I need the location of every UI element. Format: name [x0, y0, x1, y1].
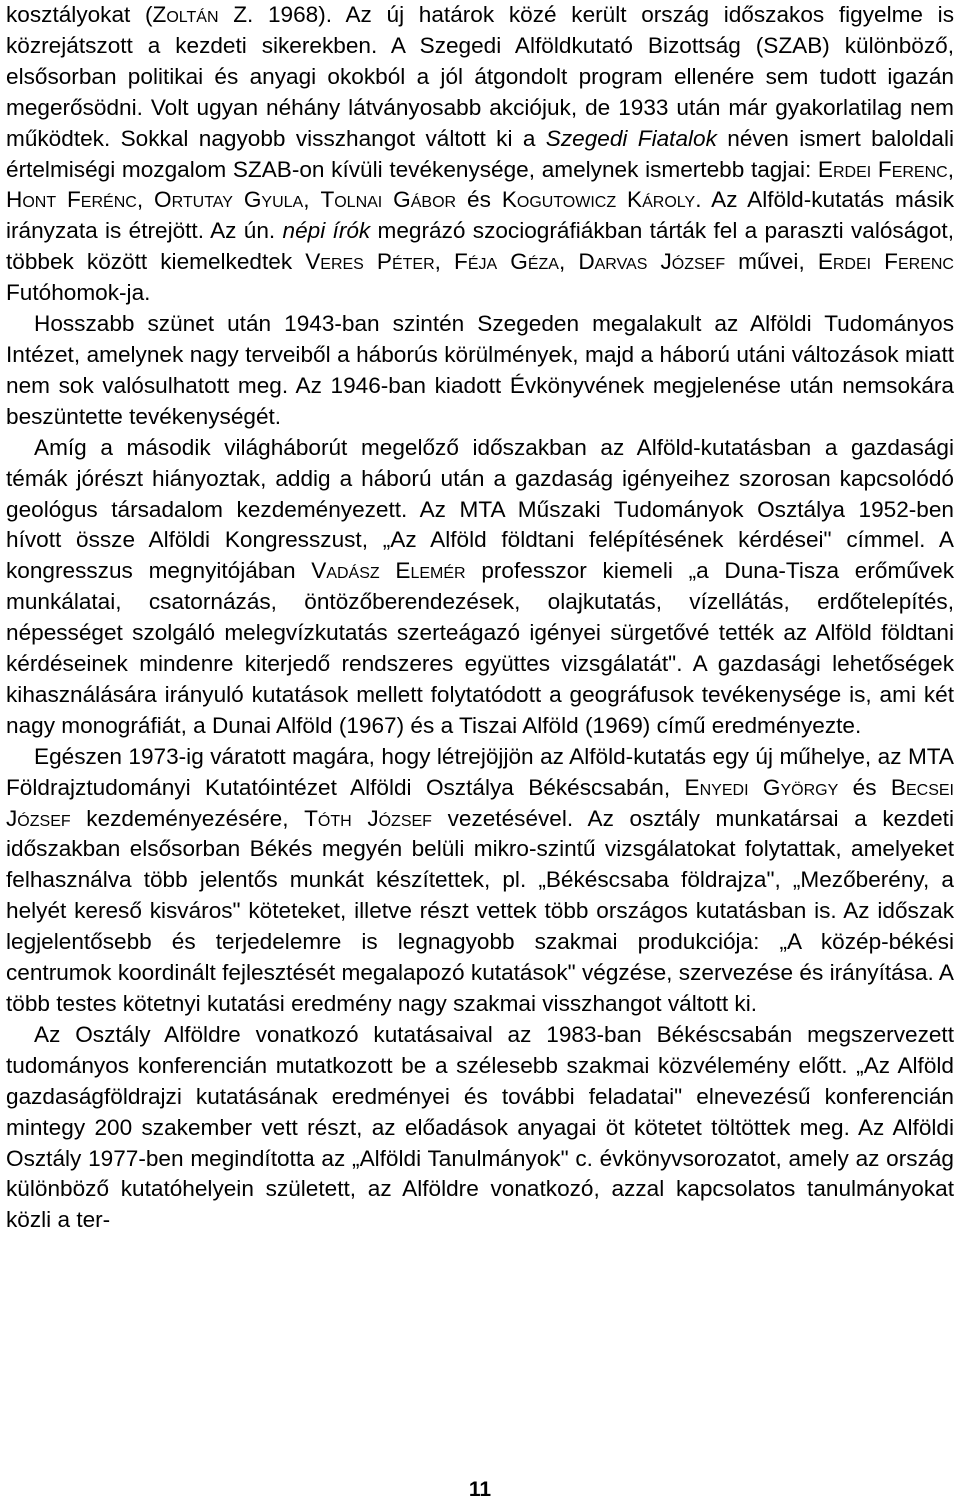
- text-run: ,: [947, 156, 954, 182]
- text-run: kosztályokat (: [6, 2, 153, 27]
- emphasized-term: Szegedi Fiatalok: [545, 125, 717, 151]
- paragraph-4: [6, 742, 954, 1020]
- text-run: Egészen 1973-ig váratott magára, hogy létrejöjjön az Alföld-kutatás egy új műhelye, az MTA Földrajztudományi Kutatóintézet Alföldi Osztálya Békéscsabán,: [6, 743, 954, 800]
- page-number: 11: [468, 1478, 492, 1501]
- text-run: ,: [136, 187, 155, 213]
- paragraph-1: [6, 0, 954, 309]
- text-run: Hosszabb szünet után 1943-ban szintén Szegeden megalakult az Alföldi Tudományos Intézet, amelynek nagy terveiből a háborús körülmények, majd a háború utáni változások miatt nem sok valósulhatott meg. Az 1946-ban kiadott Évkönyvének megjelenése után nemsokára beszüntette tevékenységét.: [6, 311, 954, 429]
- author-name: Kogutowicz Károly: [501, 187, 696, 213]
- text-run: ,: [303, 187, 321, 213]
- author-name: Tolnai Gábor: [320, 187, 457, 213]
- text-run: vezetésével. Az osztály munkatársai a kezdeti időszakban elsősorban Békés megyén belüli mikro-szintű vizsgálatokat folytattak, amelyeket felhasználva több jelentős munkát készítettek, pl. „Békéscsaba földrajza", „Mezőberény, a helyét kereső kisváros" köteteket, illetve részt vettek több országos kutatásban is. Az időszak legjelentősebb és terjedelemre is legnagyobb szakmai produkciója: „A közép-békési centrumok koordinált fejlesztését megalapozó kutatások" végzése, szervezése és irányítása. A több testes kötetnyi kutatási eredmény nagy szakmai visszhangot váltott ki.: [6, 805, 954, 1016]
- emphasized-term: népi írók: [282, 218, 371, 244]
- paragraph-2: [6, 309, 954, 433]
- document-page: [6, 0, 954, 1236]
- author-name: Féja Géza: [454, 249, 559, 275]
- author-name: Hont Ferénc: [6, 187, 137, 213]
- text-run: és: [838, 774, 891, 800]
- text-run: ,: [558, 249, 579, 275]
- text-run: néven ismert baloldali értelmiségi mozgalom SZAB-on kívüli tevékenysége, amelynek ismertebb tagjai:: [6, 125, 954, 182]
- author-name: Darvas József: [578, 249, 726, 275]
- text-run: Futóhomok-ja.: [6, 280, 151, 306]
- paragraph-3: [6, 433, 954, 742]
- author-name: Becsei József: [6, 774, 954, 831]
- text-run: Amíg a második világháborút megelőző időszakban az Alföld-kutatásban a gazdasági témák jórészt hiányoztak, addig a háború után a gazdaság igényeihez szorosan kapcsolódó geológus társadalom kezdeményezett. Az MTA Műszaki Tudományok Osztálya 1952-ben hívott össze Alföldi Kongresszust, „Az Alföld földtani felépítésének kérdései" címmel. A kongresszus megnyitójában: [6, 434, 954, 584]
- text-run: professzor kiemeli „a Duna-Tisza erőművek munkálatai, csatornázás, öntözőberendezések, olajkutatás, vízellátás, erdőtelepítés, népességet szolgáló melegvízkutatás szerteágazó igényei sürgetővé tették az Alföld földtani kérdéseinek mindenre kiterjedő rendszeres együttes vizsgálatát". A gazdasági lehetőségek kihasználására irányuló kutatások mellett folytatódott a geográfusok tevékenysége is, ami két nagy monográfiát, a Dunai Alföld (1967) és a Tiszai Alföld (1969) című eredményezte.: [6, 558, 955, 738]
- author-name: Tóth József: [304, 805, 432, 831]
- author-name: Veres Péter: [305, 249, 435, 275]
- text-run: Az Osztály Alföldre vonatkozó kutatásaival az 1983-ban Békéscsabán megszervezett tudományos konferencián mutatkozott be a szélesebb szakmai közvélemény előtt. „Az Alföld gazdaságföldrajzi kutatásának eredményei és további feladatai" elnevezésű konferencián mintegy 200 szakember vett részt, az előadások anyagai öt kötetet töltöttek meg. Az Alföldi Osztály 1977-ben megindította az „Alföldi Tanulmányok" c. évkönyvsorozatot, amely az ország különböző kutatóhelyein született, az Alföldre vonatkozó, azzal kapcsolatos tanulmányokat közli a ter-: [6, 1021, 954, 1233]
- author-name: Vadász Elemér: [311, 558, 466, 584]
- text-run: művei,: [725, 249, 818, 275]
- author-name: Zoltán Z.: [152, 2, 254, 27]
- paragraph-5: [6, 1020, 954, 1236]
- text-run: 1968). Az új határok közé került ország időszakos figyelme is közrejátszott a kezdeti sikerekben. A Szegedi Alföldkutató Bizottság (SZAB) különböző, elsősorban politikai és anyagi okokból a jól átgondolt program ellenére sem tudott igazán megerősödni. Volt ugyan néhány látványosabb akciójuk, de 1933 után már gyakorlatilag nem működtek. Sokkal nagyobb visszhangot váltott ki a: [6, 2, 955, 151]
- author-name: Ortutay Gyula: [154, 187, 304, 213]
- text-run: ,: [434, 249, 455, 275]
- text-run: . Az Alföld-kutatás másik irányzata is étrejött. Az ún.: [6, 187, 954, 244]
- author-name: Erdei Ferenc: [817, 156, 948, 182]
- text-run: megrázó szociográfiákban tárták fel a paraszti valóságot, többek között kiemelkedtek: [6, 218, 954, 275]
- author-name: Erdei Ferenc: [817, 249, 954, 275]
- text-run: és: [456, 187, 502, 213]
- text-run: kezdeményezésére,: [70, 805, 305, 831]
- author-name: Enyedi György: [684, 774, 839, 800]
